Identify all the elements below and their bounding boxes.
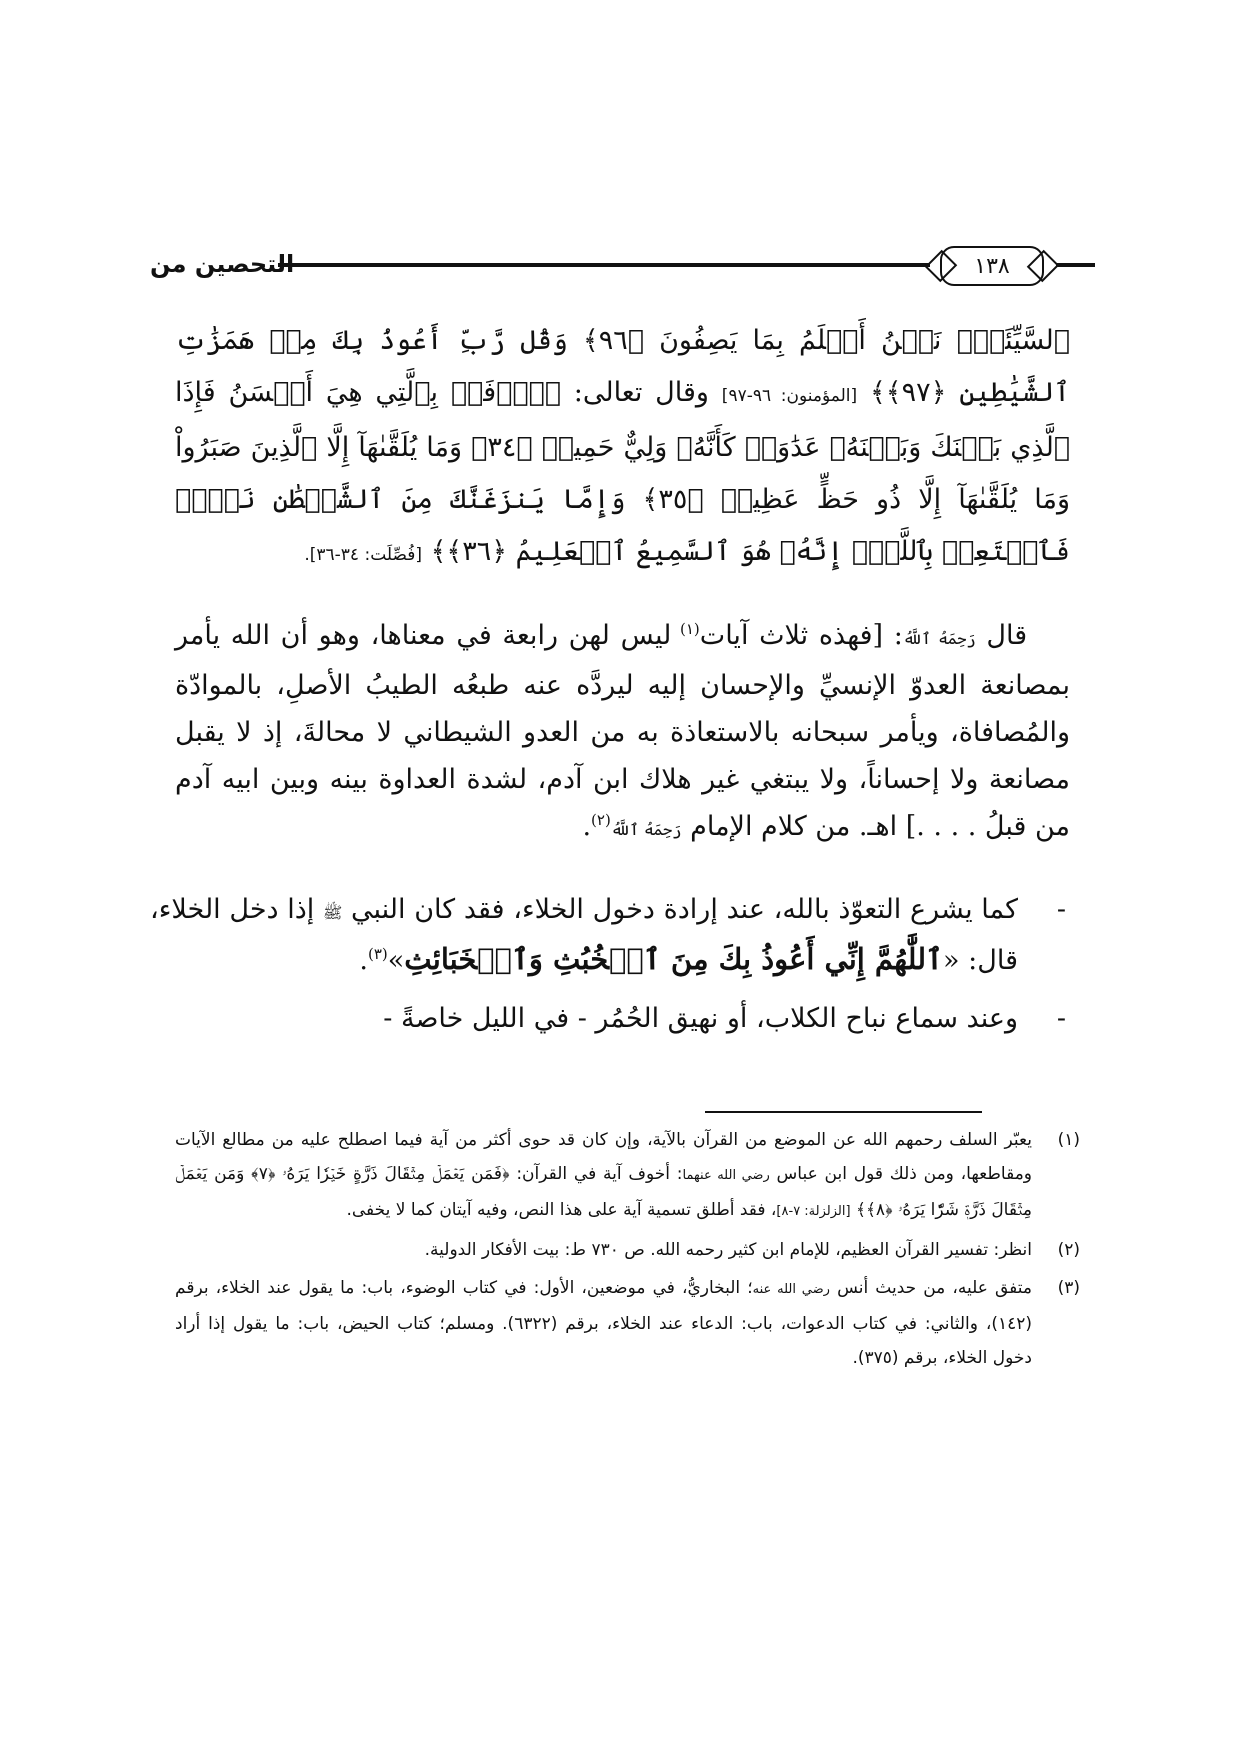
- footnote-text: انظر: تفسير القرآن العظيم، للإمام ابن كثير رحمه الله. ص ٧٣٠ ط: بيت الأفكار الدولية.: [424, 1240, 1032, 1260]
- footnotes: [175, 1123, 1080, 1375]
- paragraph-text-b: ليس لهن رابعة في معناها، وهو أن الله يأمر بمصانعة العدوّ الإنسيِّ والإحسان إليه ليردَّه عنه طبعُه الطيبُ الأصلِ، بالموادّة والمُصافاة، ويأمر سبحانه بالاستعاذة به من العدو الشيطاني لا محالةَ، إذ لا يقبل مصانعة ولا إحساناً، ولا يبتغي غير هلاك ابن آدم، لشدة العداوة بينه وبين ابيه آدم من قبلُ . . . .] اهـ. من كلام الإمام: [175, 620, 1070, 842]
- bullet-dash: -: [1056, 894, 1066, 925]
- running-header: [150, 246, 1095, 290]
- footnote-text-b: ؛ البخاريُّ، في موضعين، الأول: في كتاب الوضوء، باب: ما يقول عند الخلاء، برقم (١٤٢)، والثاني: في كتاب الدعوات، باب: الدعاء عند الخلاء، برقم (٦٣٢٢). ومسلم؛ كتاب الحيض، باب: ما يقول إذا أراد دخول الخلاء، برقم (٣٧٥).: [175, 1278, 1032, 1368]
- footnote-ref-1[interactable]: (١): [680, 620, 700, 638]
- quran-text-1: ٱلسَّيِّئَةَۚ نَحۡنُ أَعۡلَمُ بِمَا يَصِفُونَ ﴿٩٦﴾ وَقُل رَّبِّ أَعُوذُ بِكَ مِنۡ هَمَزَٰتِ ٱلشَّيَٰطِينِ ﴿٩٧﴾﴾: [175, 325, 1070, 408]
- paragraph-text-a: : [فهذه ثلاث آيات: [699, 620, 903, 651]
- paragraph-lead: قال: [986, 620, 1028, 651]
- header-title: التحصين من: [150, 250, 295, 278]
- quran-text-2: وقال تعالى: ﴿ٱدۡفَعۡ بِٱلَّتِي هِيَ أَحۡسَنُ فَإِذَا ٱلَّذِي بَيۡنَكَ وَبَيۡنَهُۥ عَدَٰوَةٞ كَأَنَّهُۥ وَلِيٌّ حَمِيمٞ ﴿٣٤﴾ وَمَا يُلَقَّىٰهَآ إِلَّا ٱلَّذِينَ صَبَرُواْ وَمَا يُلَقَّىٰهَآ إِلَّا ذُو حَظٍّ عَظِيمٖ ﴿٣٥﴾ وَإِمَّا يَنزَغَنَّكَ مِنَ ٱلشَّيۡطَٰنِ نَزۡغٞ فَٱسۡتَعِذۡ بِٱللَّهِۖ إِنَّهُۥ هُوَ ٱلسَّمِيعُ ٱلۡعَلِيمُ ﴿٣٦﴾﴾: [175, 377, 1070, 567]
- bullet-dash: -: [1056, 1003, 1066, 1034]
- honorific-glyph: رضي الله عنهما: [682, 1168, 770, 1183]
- bullet-list: [150, 887, 1070, 1042]
- quran-reference-1: [المؤمنون: ٩٦-٩٧]: [721, 386, 858, 406]
- paragraph-end: .: [582, 811, 592, 842]
- bullet-end: .: [359, 945, 368, 976]
- footnote-ref-2[interactable]: (٢): [591, 811, 611, 829]
- footnote-text-a: يعبّر السلف رحمهم الله عن الموضع من القرآن بالآية، وإن كان قد حوى أكثر من آية فيما اصطلح عليه من مطالع الآيات ومقاطعها، ومن ذلك قول ابن عباس: [175, 1130, 1033, 1184]
- footnote-2: [175, 1233, 1080, 1267]
- list-item: [150, 996, 1070, 1042]
- footnote-number: (٢): [1057, 1240, 1080, 1260]
- page-number: ١٣٨: [974, 253, 1010, 279]
- footnote-text-b: : أخوف آية في القرآن:: [516, 1164, 683, 1184]
- page-number-badge: [940, 246, 1044, 286]
- bullet-text: وعند سماع نباح الكلاب، أو نهيق الحُمُر - في الليل خاصةً -: [383, 1003, 1018, 1034]
- footnote-1: [175, 1123, 1080, 1229]
- footnote-3: [175, 1271, 1080, 1375]
- bullet-text-b: إذا دخل الخلاء، قال: «: [150, 894, 1018, 976]
- header-rule-right: [1056, 263, 1095, 267]
- footnote-number: (٣): [1057, 1278, 1080, 1298]
- commentary-paragraph: [175, 612, 1070, 853]
- footnote-text-c: ، فقد أطلق تسمية آية على هذا النص، وفيه آيتان كما لا يخفى.: [346, 1200, 777, 1220]
- hadith-close: »: [387, 945, 405, 976]
- footnote-ayah-ref: [الزلزلة: ٧-٨]: [776, 1204, 851, 1219]
- honorific-glyph: رضي الله عنه: [752, 1282, 830, 1297]
- quran-verses: [175, 315, 1070, 581]
- quran-reference-2: [فُصِّلَت: ٣٤-٣٦].: [304, 545, 423, 565]
- footnote-ayah: ﴿فَمَن يَعۡمَلۡ مِثۡقَالَ ذَرَّةٍ خَيۡرٗا يَرَهُۥ ﴿٧﴾ وَمَن يَعۡمَلۡ مِثۡقَالَ ذَرَّةٖ شَرّٗا يَرَهُۥ ﴿٨﴾﴾: [175, 1164, 1032, 1220]
- footnote-separator: [705, 1111, 982, 1113]
- footnote-number: (١): [1057, 1130, 1080, 1150]
- honorific-glyph-2: رَحِمَهُ ٱللَّهُ: [610, 820, 682, 839]
- salutation-glyph: ﷺ: [322, 903, 343, 922]
- bullet-text-a: كما يشرع التعوّذ بالله، عند إرادة دخول الخلاء، فقد كان النبي: [351, 894, 1018, 925]
- hadith-text: ٱللَّٰهُمَّ إِنِّي أَعُوذُ بِكَ مِنَ ٱلۡخُبُثِ وَٱلۡخَبَائِثِ: [404, 942, 944, 976]
- honorific-glyph: رَحِمَهُ ٱللَّهُ: [902, 629, 976, 648]
- header-rule-left: [278, 263, 930, 267]
- footnote-ref-3[interactable]: (٣): [367, 945, 388, 963]
- list-item: [150, 887, 1070, 984]
- footnote-text-a: متفق عليه، من حديث أنس: [837, 1278, 1032, 1298]
